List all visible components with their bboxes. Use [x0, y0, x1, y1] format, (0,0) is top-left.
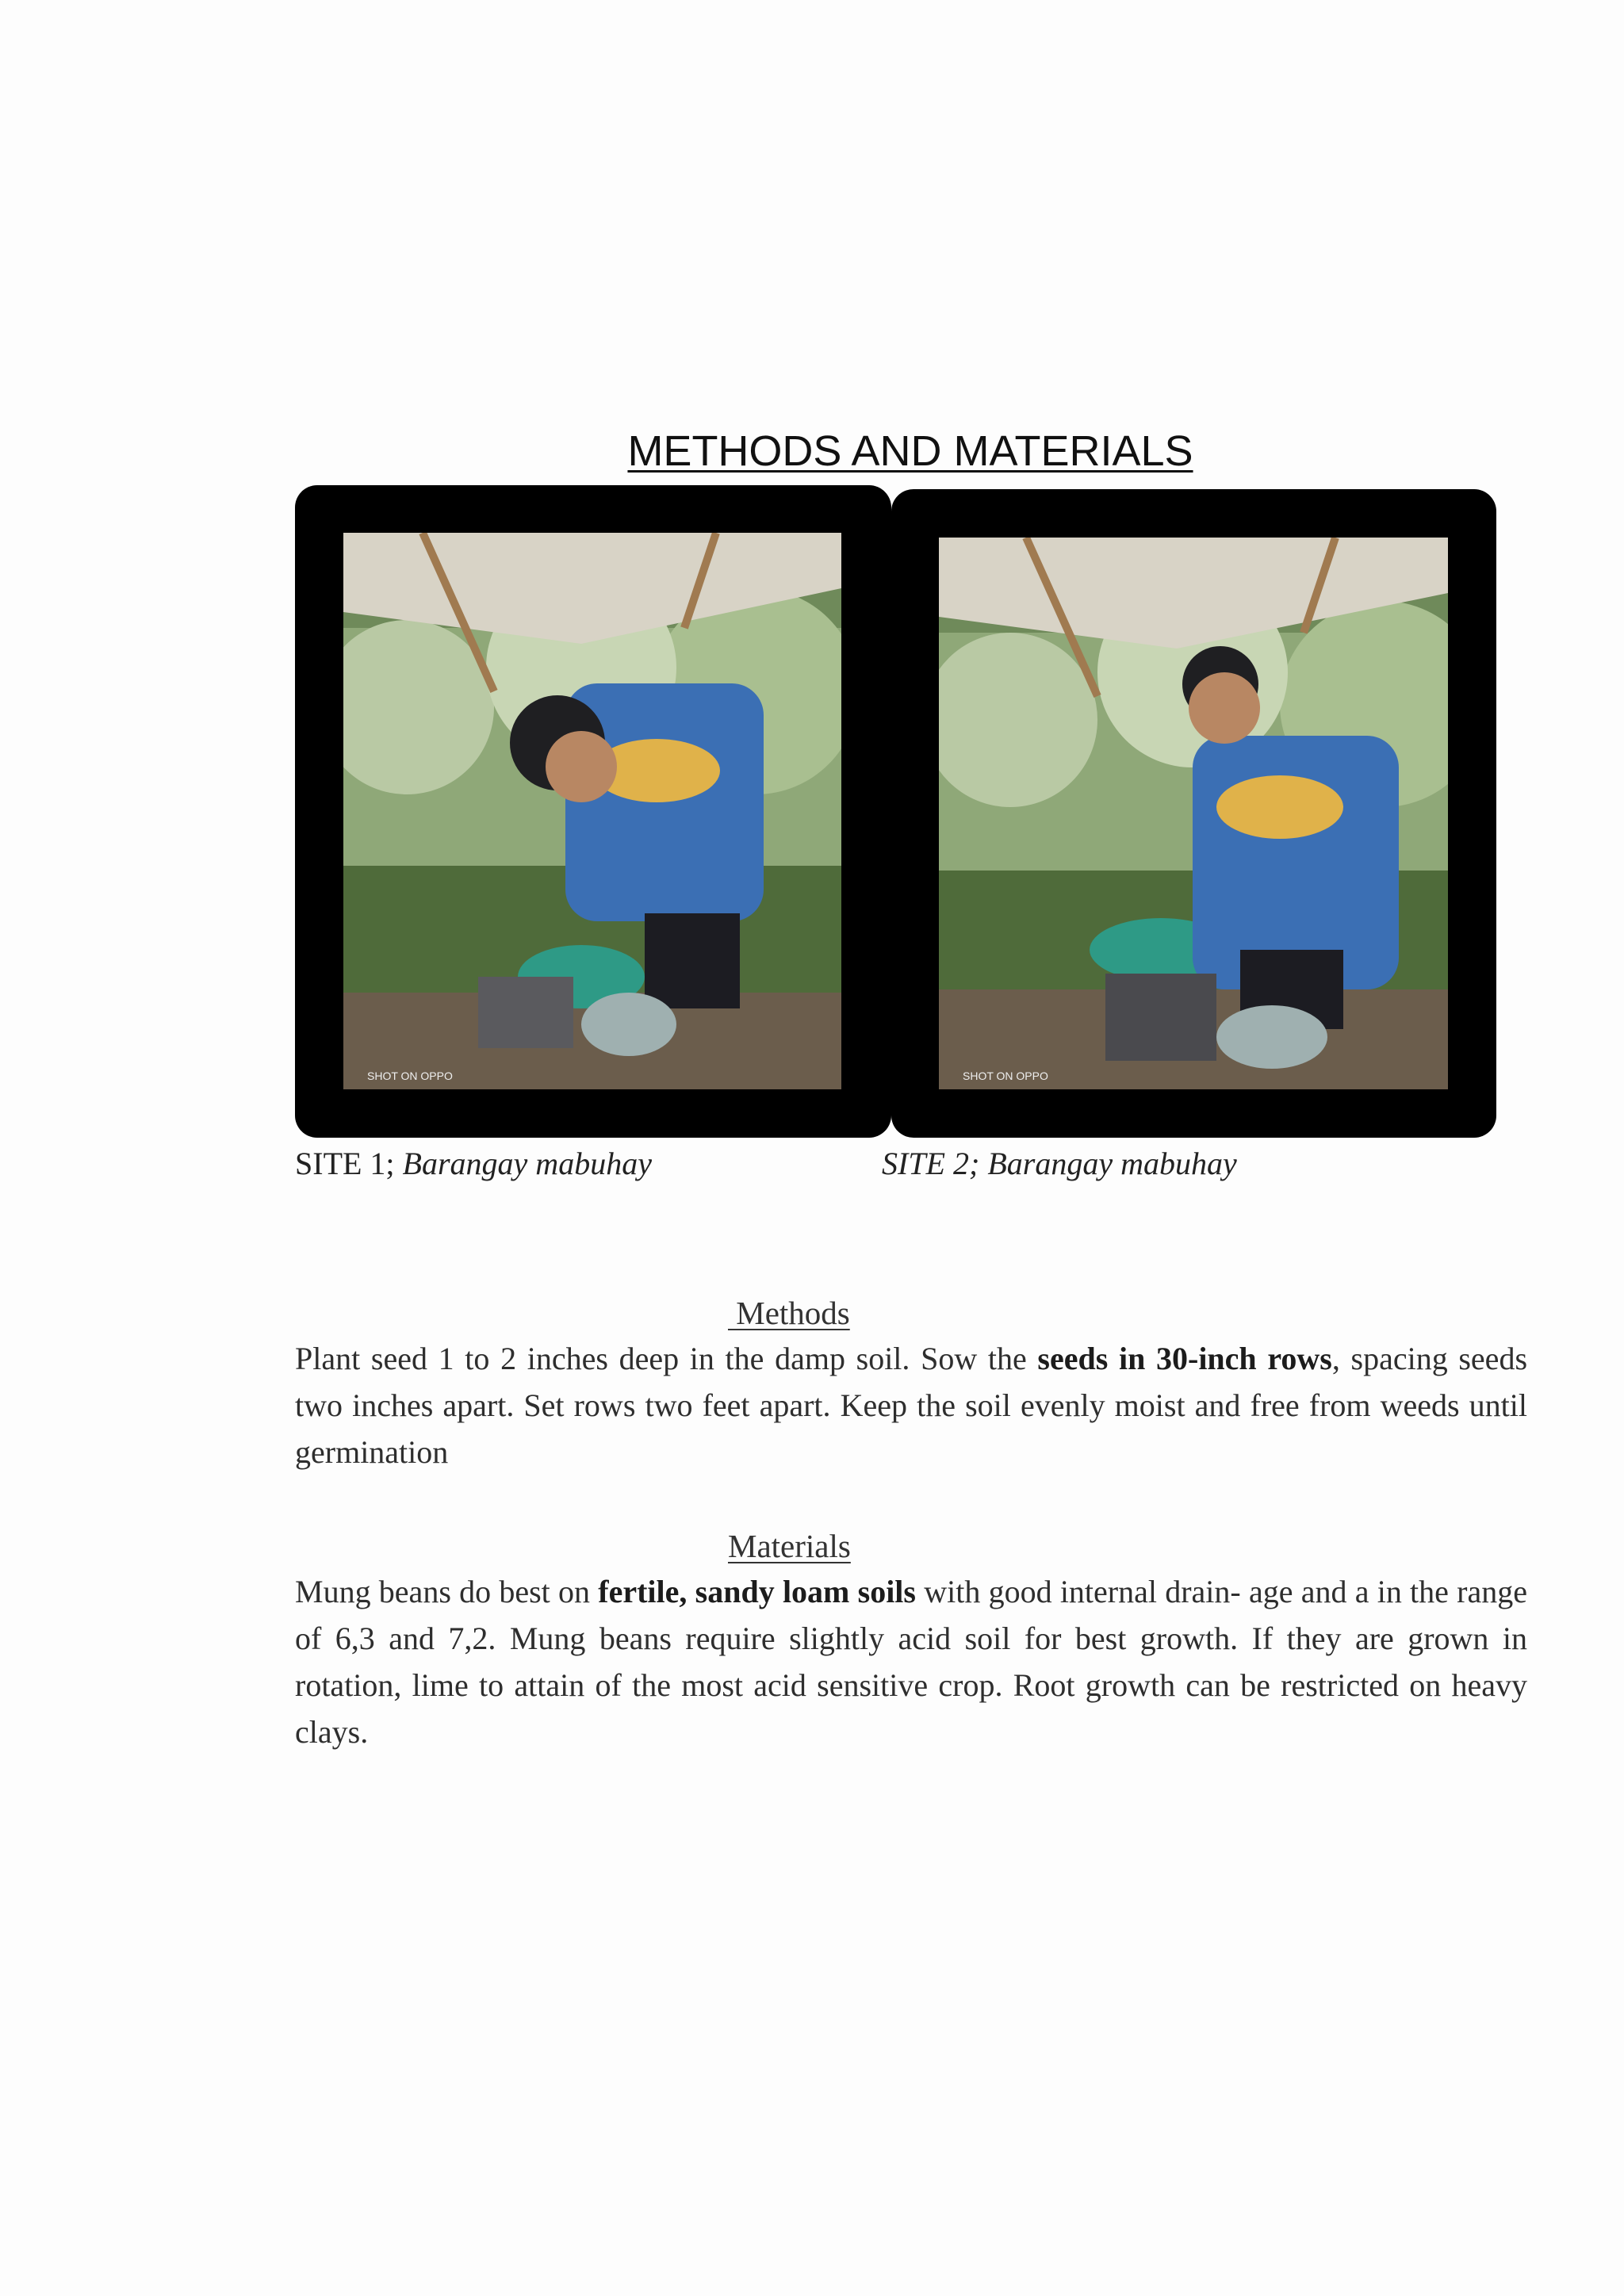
methods-bold-1: seeds in 30-inch rows	[1037, 1341, 1332, 1376]
photo-site-2-watermark: SHOT ON OPPO	[963, 1070, 1048, 1082]
materials-paragraph	[295, 1568, 1527, 1755]
photo-site-2-image	[939, 538, 1448, 1089]
caption-place: Barangay mabuhay	[402, 1146, 652, 1181]
methods-heading: Methods	[728, 1295, 850, 1331]
caption-site-label: SITE 1;	[295, 1146, 395, 1181]
caption-place: Barangay mabuhay	[987, 1146, 1237, 1181]
materials-heading: Materials	[728, 1528, 851, 1564]
methods-text-1: Plant seed 1 to 2 inches deep in the damp soil. Sow the	[295, 1341, 1038, 1376]
materials-text-2: with good internal drain- age and a in the range of 6,3 and 7,2. Mung beans require slightly acid soil for best growth. If they are grown in rotation, lime to attain of the most acid sensitive crop. Root growth can be restricted on heavy clays.	[295, 1574, 1527, 1750]
photo-caption-site-2	[882, 1145, 1237, 1182]
photo-site-2	[939, 538, 1448, 1089]
photo-site-1-watermark: SHOT ON OPPO	[367, 1070, 453, 1082]
photo-caption-site-1	[295, 1145, 652, 1182]
page-title: METHODS AND MATERIALS	[627, 427, 1193, 475]
caption-site-label: SITE 2;	[882, 1146, 980, 1181]
methods-paragraph	[295, 1335, 1527, 1475]
methods-text-2: , spacing seeds two inches apart. Set rows two feet apart. Keep the soil evenly moist and free from weeds until germination	[295, 1341, 1528, 1470]
materials-text-1: Mung beans do best on	[295, 1574, 599, 1609]
materials-bold-1: fertile, sandy loam soils	[598, 1574, 916, 1609]
photo-site-1-image	[343, 533, 841, 1089]
photo-site-1	[343, 533, 841, 1089]
